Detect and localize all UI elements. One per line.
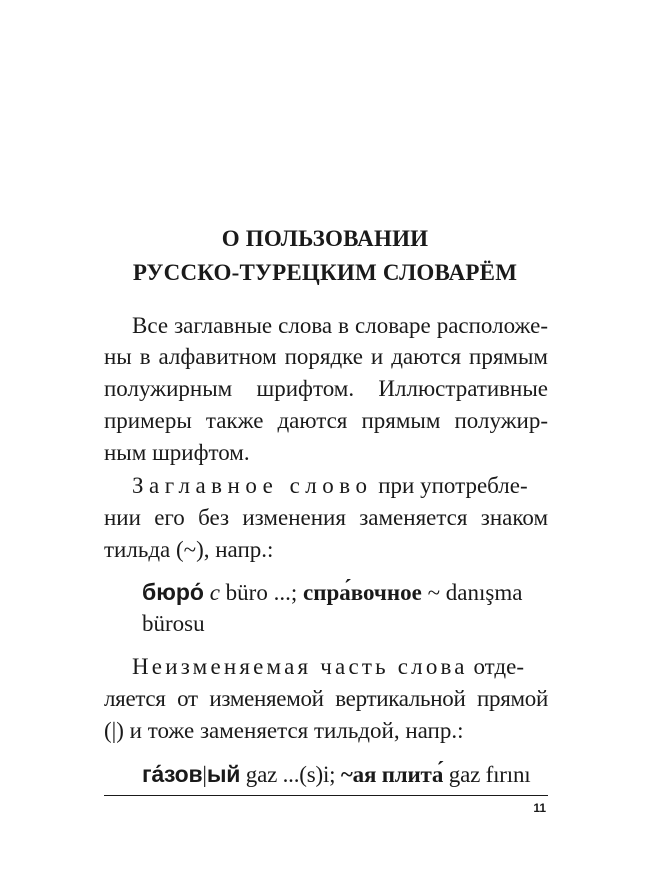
para1-line-1: Все заглавные слова в словаре расположе- [132, 313, 548, 338]
example2-rest: gaz fırını [443, 762, 531, 787]
page-number: 11 [533, 801, 546, 815]
para3-line-1 [132, 653, 548, 681]
example1-tilde-rest: ~ danışma [421, 580, 523, 605]
para1-line-3: полужирным шрифтом. Иллюстративные [104, 376, 548, 401]
example1-gender: с [209, 580, 220, 605]
para3-line-2: ляется от изменяемой вертикальной прямой [104, 686, 548, 711]
para3-line-3: (|) и тоже заменяется тильдой, напр.: [104, 718, 464, 743]
example2-phrase: ~ая плита́ [340, 762, 444, 787]
example1-phrase: спра́вочное [302, 580, 422, 605]
para3-line-1-rest: отде- [467, 654, 524, 679]
para2-line-1-rest: при употребле- [372, 473, 528, 498]
example2-ending: ый [206, 761, 241, 787]
example1-headword: бюро́ [142, 579, 204, 605]
para1-line-2: ны в алфавитном порядке и даются прямым [104, 344, 548, 369]
example1-translation: büro ...; [219, 580, 303, 605]
example2-translation: gaz ...(s)i; [240, 762, 341, 787]
para2-line-3: тильда (~), напр.: [104, 537, 274, 562]
example2-line [142, 760, 530, 789]
example1-line-2: bürosu [142, 611, 205, 636]
example1-line-1 [142, 578, 522, 607]
spaced-term: Заглавное слово [132, 473, 373, 498]
section-title-line-2: РУССКО-ТУРЕЦКИМ СЛОВАРЁМ [132, 260, 518, 285]
spaced-term: Неизменяемая часть слова [132, 654, 468, 679]
para1-line-4: примеры также даются прямым полужир- [104, 408, 548, 433]
example2-stem: га́зов [142, 761, 203, 787]
para1-line-5: ным шрифтом. [104, 440, 250, 465]
para2-line-1 [132, 472, 548, 500]
footer-rule [104, 795, 548, 796]
example2-bar: | [202, 762, 207, 787]
section-title-line-1: О ПОЛЬЗОВАНИИ [221, 226, 429, 251]
para2-line-2: нии его без изменения заменяется знаком [104, 505, 548, 530]
